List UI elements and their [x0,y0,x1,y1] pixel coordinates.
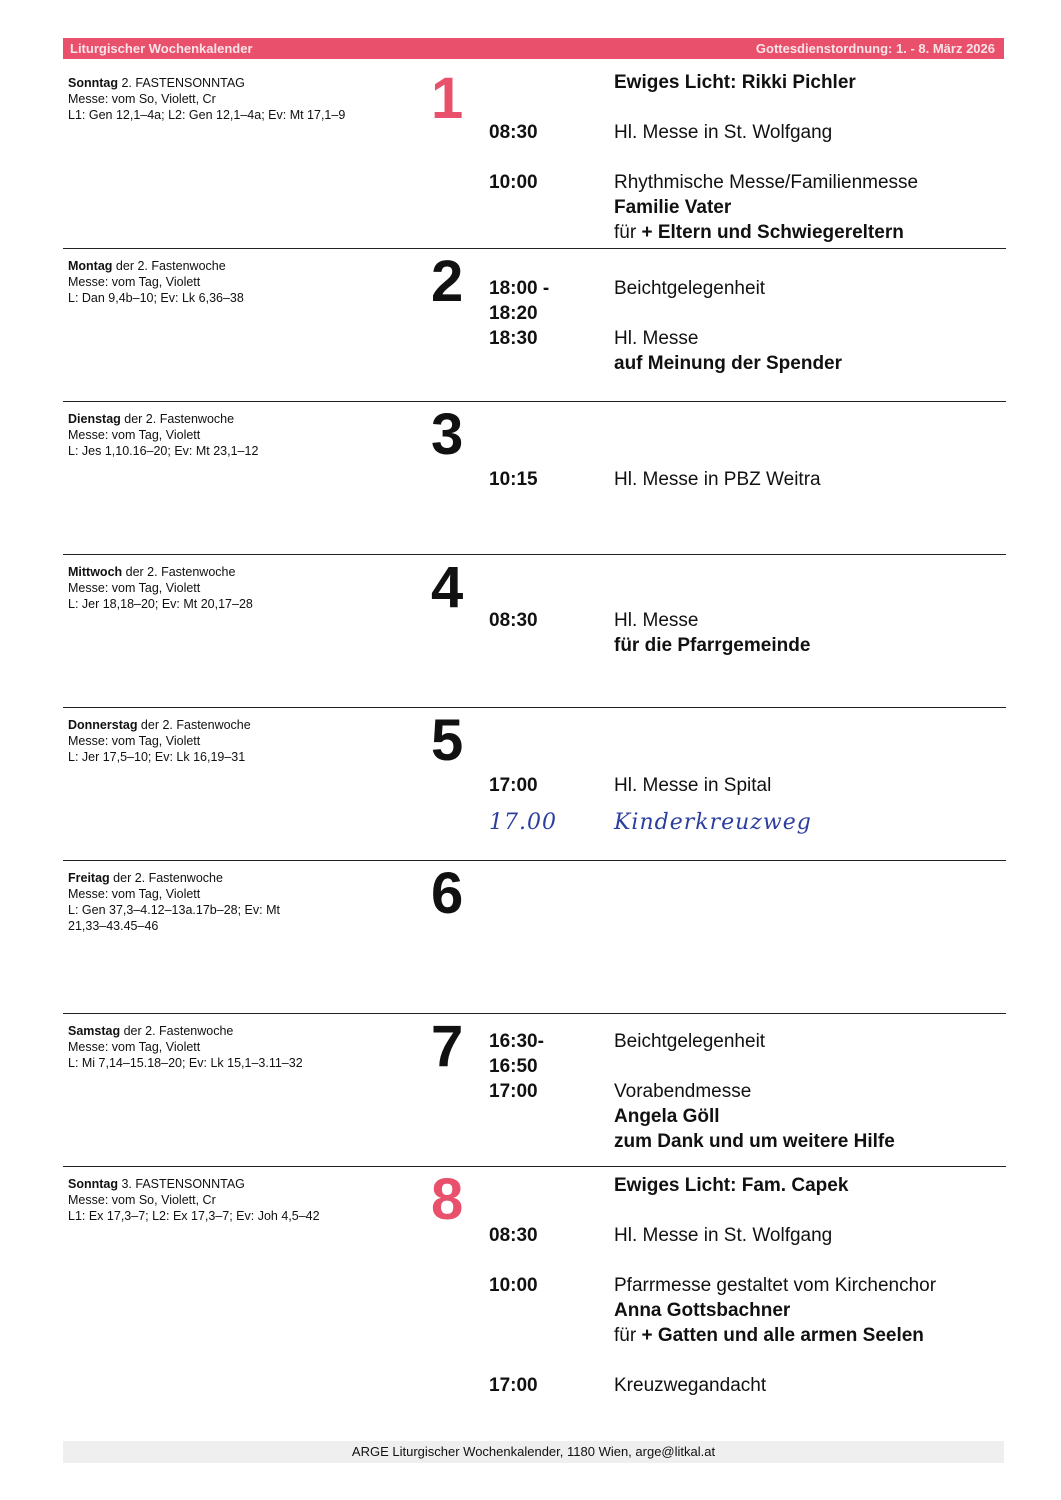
event-intention: auf Meinung der Spender [614,353,843,374]
day-row [63,861,1006,1014]
day-info [68,1176,398,1224]
day-row [63,708,1006,861]
day-name: Montag [68,259,113,273]
event-title: Pfarrmesse gestaltet vom Kirchenchor [614,1275,937,1296]
event-title: Hl. Messe in St. Wolfgang [614,1225,833,1246]
day-title: der 2. Fastenwoche [109,871,223,885]
day-readings: L: Gen 37,3–4.12–13a.17b–28; Ev: Mt [68,903,280,917]
event-donor: Familie Vater [614,197,732,218]
day-info [68,717,398,765]
day-name: Donnerstag [68,718,138,732]
event-time: 10:00 [489,172,538,193]
day-row [63,1014,1006,1167]
day-info [68,411,398,459]
event-title: Kreuzwegandacht [614,1375,767,1396]
day-info [68,1023,398,1071]
day-readings: L: Jer 17,5–10; Ev: Lk 16,19–31 [68,750,246,764]
event-donor: Angela Göll [614,1106,720,1127]
day-mass: Messe: vom Tag, Violett [68,1040,201,1054]
day-mass: Messe: vom So, Violett, Cr [68,92,216,106]
day-readings: L: Dan 9,4b–10; Ev: Lk 6,36–38 [68,291,244,305]
header-title: Liturgischer Wochenkalender [70,41,253,56]
event-intention: zum Dank und um weitere Hilfe [614,1131,895,1152]
event-time: 08:30 [489,610,538,631]
day-title: 3. FASTENSONNTAG [118,1177,245,1191]
event-title: Beichtgelegenheit [614,1031,766,1052]
event-title: Hl. Messe in Spital [614,775,772,796]
event-intention: für + Gatten und alle armen Seelen [614,1325,924,1346]
day-title: der 2. Fastenwoche [120,412,235,426]
event-time: 17:00 [489,1081,538,1102]
event-title: Vorabendmesse [614,1081,752,1102]
footer: ARGE Liturgischer Wochenkalender, 1180 Wien, arge@litkal.at [63,1441,1004,1463]
day-readings: L1: Gen 12,1–4a; L2: Gen 12,1–4a; Ev: Mt 17,1–9 [68,108,346,122]
day-info [68,258,398,306]
day-number: 4 [431,555,464,620]
day-name: Freitag [68,871,110,885]
day-mass: Messe: vom Tag, Violett [68,887,201,901]
day-readings: L1: Ex 17,3–7; L2: Ex 17,3–7; Ev: Joh 4,5–42 [68,1209,320,1223]
day-readings: L: Mi 7,14–15.18–20; Ev: Lk 15,1–3.11–32 [68,1056,303,1070]
day-row: Sonntag 2. FASTENSONNTAG Messe: vom So, Violett, Cr L1: Gen 12,1–4a; L2: Gen 12,1–4a; Ev: Mt 17,1–9 1 Ewiges Licht: Rikki Pichler 08:30 Hl. Messe in St. Wolfgang 10:00 Rhythmische Messe/Familienmesse Familie Vater für + Eltern und Schwiegereltern [63,66,1006,249]
event-time: 17:00 [489,1375,538,1396]
event-title: Hl. Messe in St. Wolfgang [614,122,833,143]
day-name: Samstag [68,1024,121,1038]
day-number: 1 [431,66,464,131]
day-number: 7 [431,1014,464,1079]
event-title: Beichtgelegenheit [614,278,766,299]
event-title: Hl. Messe [614,610,699,631]
day-number: 3 [431,402,464,467]
day-mass: Messe: vom Tag, Violett [68,428,201,442]
day-info [68,75,398,123]
day-mass: Messe: vom So, Violett, Cr [68,1193,216,1207]
day-row [63,249,1006,402]
day-row: Sonntag 3. FASTENSONNTAG Messe: vom So, Violett, Cr L1: Ex 17,3–7; L2: Ex 17,3–7; Ev: Joh 4,5–42 8 Ewiges Licht: Fam. Capek 08:30 Hl. Messe in St. Wolfgang 10:00 Pfarrmesse gestaltet vom Kirchenchor Anna Gottsbachner für + Gatten und alle armen Seelen 17:00 Kreuzwegandacht [63,1167,1006,1417]
day-mass: Messe: vom Tag, Violett [68,275,201,289]
day-info [68,564,398,612]
day-name: Mittwoch [68,565,123,579]
event-title: Rhythmische Messe/Familienmesse [614,172,919,193]
event-intention: für die Pfarrgemeinde [614,635,811,656]
day-row [63,555,1006,708]
day-info [68,870,398,934]
day-readings-cont: 21,33–43.45–46 [68,919,159,933]
event-time: 18:30 [489,328,538,349]
day-row [63,402,1006,555]
day-name: Sonntag [68,76,118,90]
event-time: 10:00 [489,1275,538,1296]
day-number: 2 [431,249,464,314]
day-title: der 2. Fastenwoche [137,718,251,732]
event-time: 08:30 [489,1225,538,1246]
day-number: 6 [431,861,464,926]
day-name: Dienstag [68,412,121,426]
event-time: 17.00 [489,810,557,835]
day-readings: L: Jer 18,18–20; Ev: Mt 20,17–28 [68,597,253,611]
day-mass: Messe: vom Tag, Violett [68,581,201,595]
day-readings: L: Jes 1,10.16–20; Ev: Mt 23,1–12 [68,444,259,458]
event-intention: für + Eltern und Schwiegereltern [614,222,904,243]
event-time: 16:30- 16:50 [489,1031,544,1077]
event-title: Hl. Messe [614,328,699,349]
day-name: Sonntag [68,1177,118,1191]
day-mass: Messe: vom Tag, Violett [68,734,201,748]
day-title: der 2. Fastenwoche [112,259,226,273]
event-time: 10:15 [489,469,538,490]
event-title: Kinderkreuzweg [614,810,812,835]
day-title: 2. FASTENSONNTAG [118,76,245,90]
event-time: 08:30 [489,122,538,143]
day-title: der 2. Fastenwoche [120,1024,234,1038]
event-time: 18:00 - 18:20 [489,278,550,324]
calendar-header [63,38,1004,59]
day-number: 5 [431,708,464,773]
day-title: der 2. Fastenwoche [122,565,236,579]
header-date-range: Gottesdienstordnung: 1. - 8. März 2026 [755,41,995,56]
event-title: Hl. Messe in PBZ Weitra [614,469,821,490]
event-donor: Anna Gottsbachner [614,1300,791,1321]
day-number: 8 [431,1167,464,1232]
event-time: 17:00 [489,775,538,796]
